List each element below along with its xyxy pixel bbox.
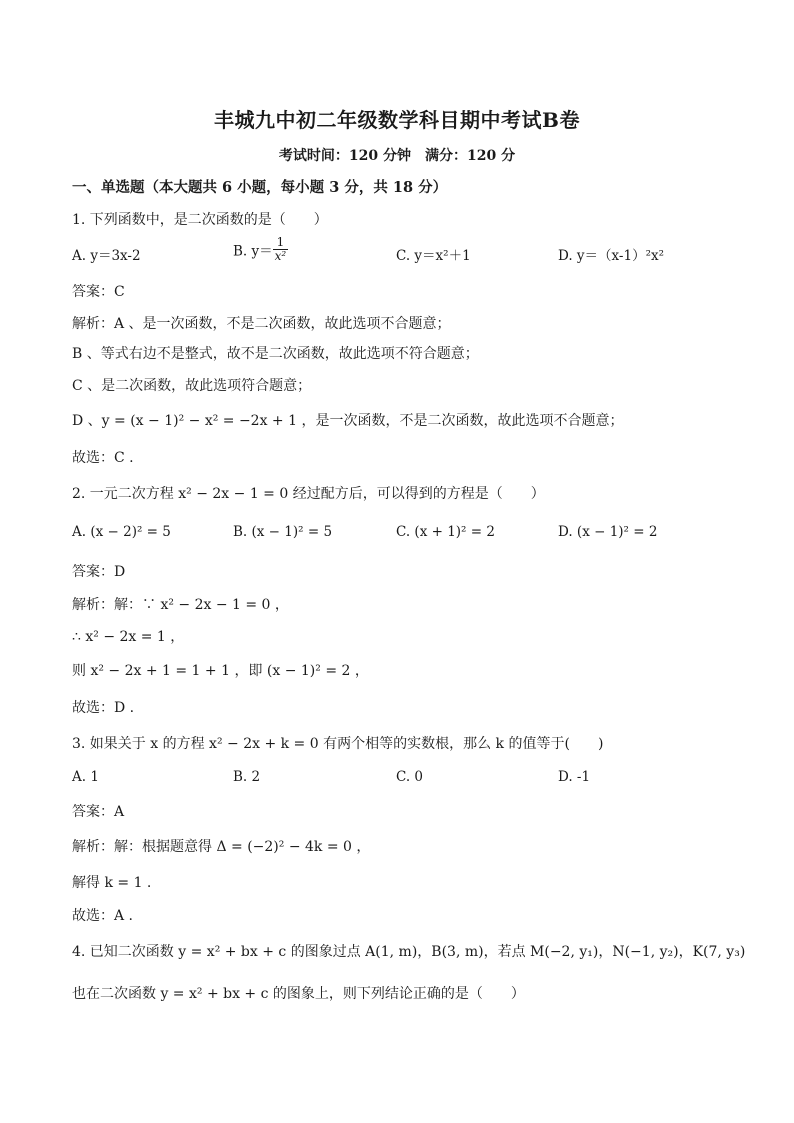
- exam-info: 考试时间：120 分钟 满分：120 分: [278, 148, 516, 164]
- question-4-stem-continued: 也在二次函数 y = x² + bx + c 的图象上，则下列结论正确的是（ ）: [72, 986, 525, 1002]
- question-2-analysis-line: ∴ x² − 2x = 1 ，: [72, 629, 185, 645]
- question-3-choice: 故选：A .: [72, 908, 134, 924]
- question-3-option-b: B. 2: [233, 769, 261, 785]
- question-1-analysis-line: D 、y = (x − 1)² − x² = −2x + 1 ，是一次函数，不是二次函数，故此选项不合题意；: [72, 413, 624, 429]
- option-b-fraction: [273, 236, 289, 263]
- question-3-option-a: A. 1: [72, 769, 99, 785]
- question-1-analysis-line: B 、等式右边不是整式，故不是二次函数，故此选项不符合题意；: [72, 346, 479, 362]
- question-2-option-b: B. (x − 1)² = 5: [233, 524, 333, 540]
- question-1-answer: 答案：C: [72, 284, 125, 300]
- question-2-option-d: D. (x − 1)² = 2: [558, 524, 658, 540]
- question-1-analysis-line: C 、是二次函数，故此选项符合题意；: [72, 378, 312, 394]
- section-heading: 一、单选题（本大题共 6 小题，每小题 3 分，共 18 分）: [72, 179, 448, 196]
- question-1-option-c: C. y＝x²＋1: [396, 248, 471, 264]
- question-2-answer: 答案：D: [72, 564, 126, 580]
- question-2-choice: 故选：D .: [72, 700, 135, 716]
- question-3-stem: 3. 如果关于 x 的方程 x² − 2x + k = 0 有两个相等的实数根，那么 k 的值等于( ): [72, 736, 604, 752]
- question-1-option-d: D. y＝（x-1）²x²: [558, 248, 665, 264]
- exam-title: 丰城九中初二年级数学科目期中考试B卷: [214, 108, 580, 132]
- question-4-stem: 4. 已知二次函数 y = x² + bx + c 的图象过点 A(1, m)，B(3, m)，若点 M(−2, y₁)，N(−1, y₂)，K(7, y₃): [72, 944, 746, 960]
- question-3-analysis-line: 解得 k = 1 .: [72, 875, 152, 891]
- question-3-analysis-line: 解析：解：根据题意得 Δ = (−2)² − 4k = 0 ，: [72, 839, 371, 855]
- question-3-answer: 答案：A: [72, 804, 125, 820]
- question-2-analysis-line: 则 x² − 2x + 1 = 1 + 1 ，即 (x − 1)² = 2 ，: [72, 663, 369, 679]
- question-1-stem: 1. 下列函数中，是二次函数的是（ ）: [72, 212, 328, 228]
- fraction-numerator: 1: [273, 236, 289, 250]
- question-1-choice: 故选：C .: [72, 450, 134, 466]
- question-2-option-a: A. (x − 2)² = 5: [72, 524, 171, 540]
- option-b-prefix: B. y＝: [233, 243, 273, 260]
- question-2-analysis-line: 解析：解：∵ x² − 2x − 1 = 0 ，: [72, 597, 289, 613]
- question-1-option-a: A. y＝3x-2: [72, 248, 141, 264]
- question-1-analysis-line: 解析：A 、是一次函数，不是二次函数，故此选项不合题意；: [72, 316, 451, 332]
- question-1-option-b: [233, 236, 288, 263]
- question-3-option-d: D. -1: [558, 769, 591, 785]
- question-2-option-c: C. (x + 1)² = 2: [396, 524, 495, 540]
- fraction-denominator: x²: [274, 249, 287, 263]
- question-3-option-c: C. 0: [396, 769, 424, 785]
- question-2-stem: 2. 一元二次方程 x² − 2x − 1 = 0 经过配方后，可以得到的方程是（ ）: [72, 486, 545, 502]
